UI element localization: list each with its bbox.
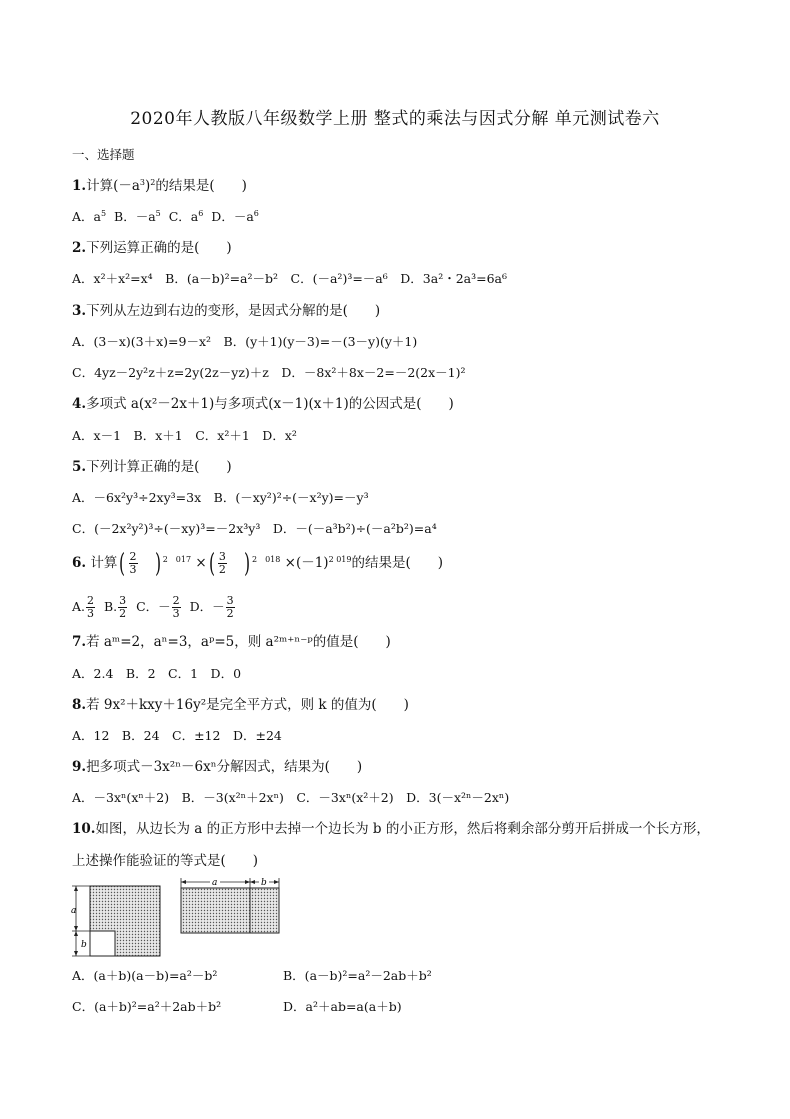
question-6: 6. 计算( $\frac{2}{3}$ ) $^{2 017}$ ×( $\frac{3}{2}$ ) $^{2 018} \times(-1)^{2 019}$的结果是( ): [72, 548, 444, 579]
page-title: 2020年人教版八年级数学上册 整式的乘法与因式分解 单元测试卷六: [130, 109, 660, 129]
question-8: 8.若 9x²＋kxy＋16y²是完全平方式，则 k 的值为( ): [72, 697, 409, 713]
question-7: 7.若 aᵐ=2，aⁿ=3，aᵖ=5，则 a²ᵐ⁺ⁿ⁻ᵖ的值是( ): [72, 634, 391, 650]
question-5-options-row1: A．－6x²y³÷2xy³=3x B．(－xy²)²÷(－x²y)=－y³: [72, 490, 369, 505]
question-10-line2: 上述操作能验证的等式是( ): [72, 853, 259, 869]
square-with-cutout: [90, 886, 160, 956]
question-4-options: A．x－1 B．x＋1 C．x²＋1 D．x²: [72, 428, 297, 443]
question-3-options-row2: C．4yz－2y²z＋z=2y(2z－yz)＋z D．－8x²＋8x－2=－2(2x－1)²: [72, 365, 466, 380]
question-10-option-b: B．(a－b)²=a²－2ab＋b²: [283, 968, 432, 983]
question-9-options: A．－3xⁿ(xⁿ＋2) B．－3(x²ⁿ＋2xⁿ) C．－3xⁿ(x²＋2) D．3(－x²ⁿ－2xⁿ): [72, 790, 510, 805]
question-1: 1.计算$(-a^3)^2$的结果是( ): [72, 178, 247, 194]
square-cut-figure: [68, 876, 288, 958]
question-2: 2.下列运算正确的是( ): [72, 240, 232, 256]
label-b-top: b: [261, 878, 267, 888]
question-1-options: A．$a^5$ B．$-a^5$ C．$a^6$ D．$-a^6$: [72, 209, 259, 224]
question-10-option-c: C．(a＋b)²=a²＋2ab＋b²: [72, 999, 222, 1014]
question-5-options-row2: C．(－2x²y²)³÷(－xy)³=－2x³y³ D．－(－a³b²)÷(－a²b²)=a⁴: [72, 521, 437, 536]
question-8-options: A．12 B．24 C．±12 D．±24: [72, 728, 282, 743]
question-6-options: A. $\frac{2}{3}$ B. $\frac{3}{2}$ C．－ $\frac{2}{3}$ D．－ $\frac{3}{2}$: [72, 594, 234, 620]
question-9: 9.把多项式－3x²ⁿ－6xⁿ分解因式，结果为( ): [72, 759, 363, 775]
question-3-options-row1: A．(3－x)(3＋x)=9－x² B．(y＋1)(y－3)=－(3－y)(y＋1): [72, 334, 418, 349]
question-4: 4.多项式 a(x²－2x＋1)与多项式(x－1)(x＋1)的公因式是( ): [72, 396, 454, 412]
question-3: 3.下列从左边到右边的变形，是因式分解的是( ): [72, 303, 381, 319]
question-10: 10.如图，从边长为 a 的正方形中去掉一个边长为 b 的小正方形，然后将剩余部分剪开后拼成一个长方形，: [72, 821, 710, 837]
rearranged-rectangle: [181, 888, 279, 933]
label-b-left: b: [81, 940, 87, 950]
question-10-option-a: A．(a＋b)(a－b)=a²－b²: [72, 968, 218, 983]
question-10-option-d: D．a²＋ab=a(a＋b): [283, 999, 402, 1014]
question-5: 5.下列计算正确的是( ): [72, 459, 232, 475]
section-heading: 一、选择题: [72, 147, 135, 162]
label-a-top: a: [212, 878, 218, 888]
label-a-left: a: [71, 906, 77, 916]
question-7-options: A．2.4 B．2 C．1 D．0: [72, 666, 242, 681]
question-2-options: A．x²＋x²=x⁴ B．(a－b)²=a²－b² C．(－a²)³=－a⁶ D．3a²・2a³=6a⁶: [72, 271, 508, 286]
